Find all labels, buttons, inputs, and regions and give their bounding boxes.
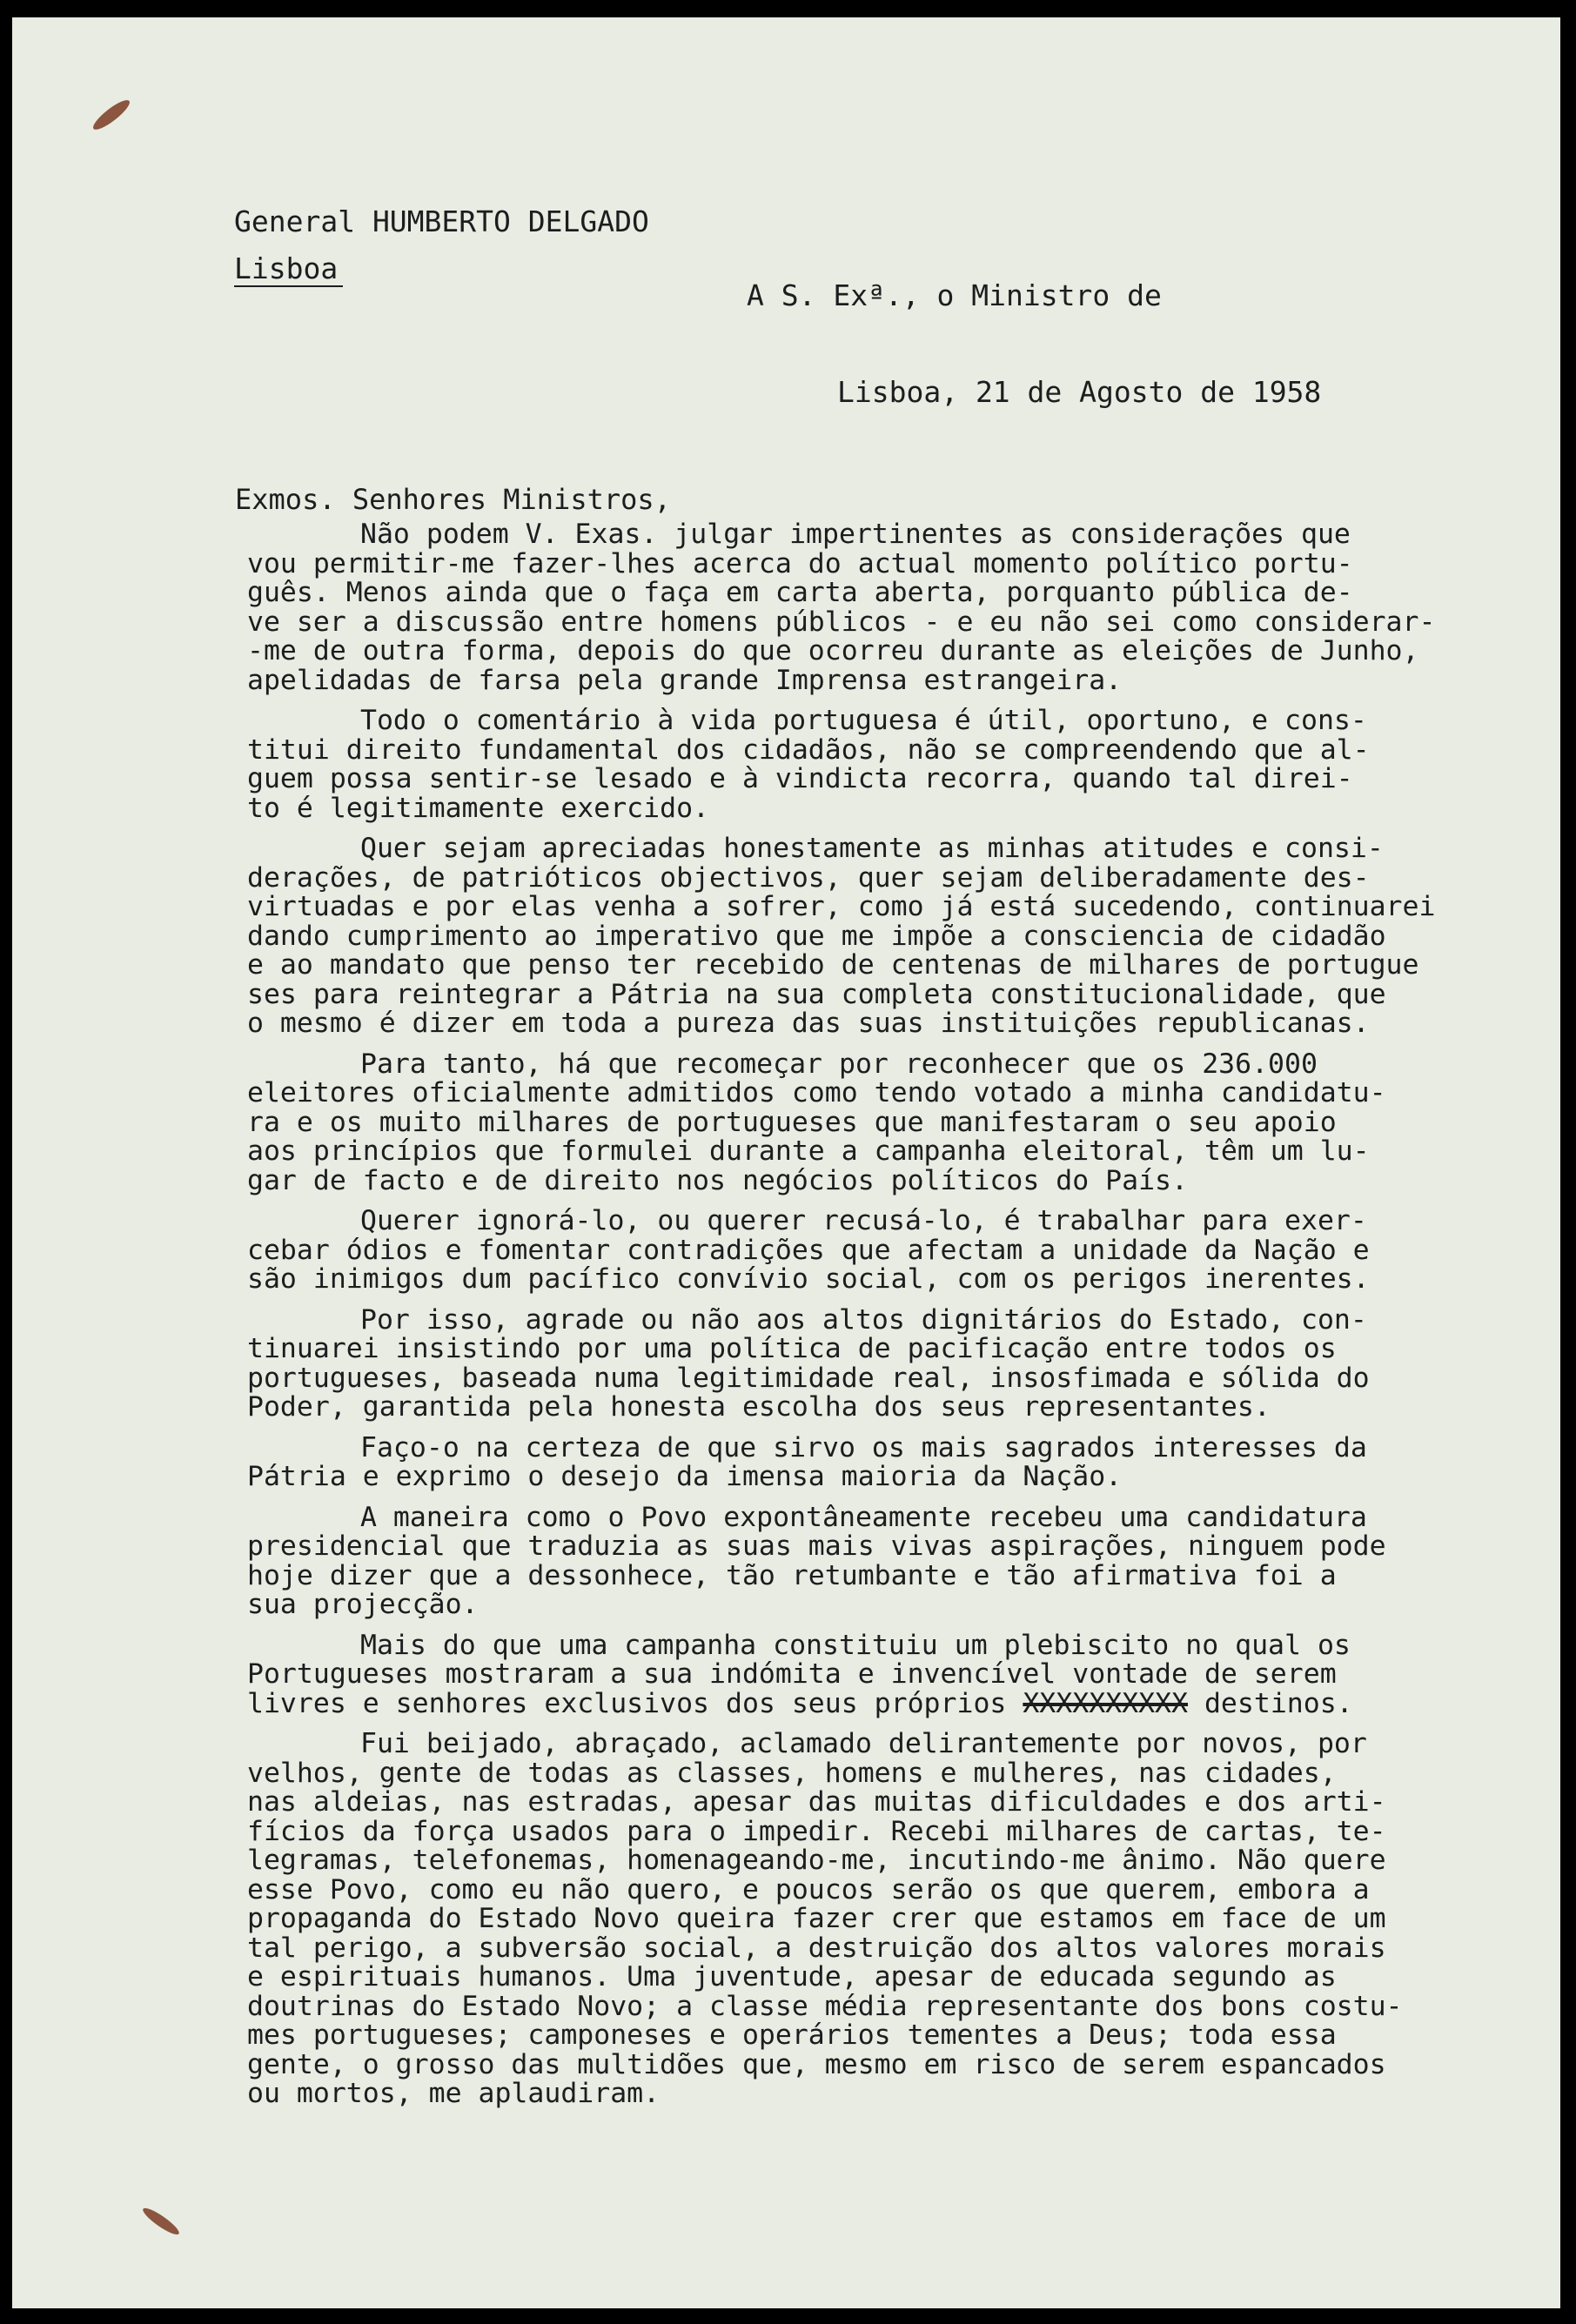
text-line: Mais do que uma campanha constituiu um plebiscito no qual os bbox=[360, 1629, 1351, 1661]
date-line: Lisboa, 21 de Agosto de 1958 bbox=[837, 375, 1322, 409]
text-line: e espirituais humanos. Uma juventude, apesar de educada segundo as bbox=[247, 1961, 1337, 1992]
text-line: apelidadas de farsa pela grande Imprensa estrangeira. bbox=[247, 664, 1123, 696]
text-line: ou mortos, me aplaudiram. bbox=[247, 2078, 661, 2109]
addressee-line: A S. Exª., o Ministro de bbox=[747, 278, 1162, 312]
text-line: Todo o comentário à vida portuguesa é útil, oportuno, e cons- bbox=[360, 705, 1367, 736]
body-paragraph bbox=[247, 1631, 1465, 1719]
text-line: sua projecção. bbox=[247, 1589, 479, 1620]
rust-stain-top bbox=[90, 96, 133, 133]
text-line: presidencial que traduzia as suas mais vivas aspirações, ninguem pode bbox=[247, 1530, 1386, 1562]
body-paragraph bbox=[247, 707, 1465, 823]
body-paragraph bbox=[247, 1501, 1465, 1620]
text-line: Fui beijado, abraçado, aclamado delirantemente por novos, por bbox=[360, 1728, 1367, 1759]
text-line: vou permitir-me fazer-lhes acerca do actual momento político portu- bbox=[247, 547, 1353, 579]
text-line: e ao mandato que penso ter recebido de centenas de milhares de portugue bbox=[247, 949, 1419, 981]
salutation: Exmos. Senhores Ministros, bbox=[235, 483, 671, 516]
body-paragraph bbox=[247, 1730, 1465, 2109]
text-line: tinuarei insistindo por uma política de pacificação entre todos os bbox=[247, 1333, 1337, 1364]
text-line: nas aldeias, nas estradas, apesar das muitas dificuldades e dos arti- bbox=[247, 1786, 1386, 1818]
text-line: doutrinas do Estado Novo; a classe média representante dos bons costu- bbox=[247, 1990, 1403, 2022]
text-line: esse Povo, como eu não quero, e poucos serão os que querem, embora a bbox=[247, 1873, 1370, 1905]
text-line: aos princípios que formulei durante a campanha eleitoral, têm um lu- bbox=[247, 1135, 1370, 1167]
text-line: ra e os muito milhares de portugueses que manifestaram o seu apoio bbox=[247, 1106, 1337, 1138]
text-line: Para tanto, há que recomeçar por reconhecer que os 236.000 bbox=[360, 1048, 1318, 1080]
text-line: cebar ódios e fomentar contradições que afectam a unidade da Nação e bbox=[247, 1234, 1370, 1266]
text-line: livres e senhores exclusivos dos seus próprios XXXXXXXXXX destinos. bbox=[247, 1687, 1353, 1719]
letter-page bbox=[12, 17, 1560, 2308]
text-line: portugueses, baseada numa legitimidade real, insosfimada e sólida do bbox=[247, 1362, 1370, 1394]
sender-block bbox=[234, 198, 649, 292]
struck-out-text: XXXXXXXXXX bbox=[1023, 1687, 1188, 1719]
text-line: ses para reintegrar a Pátria na sua completa constitucionalidade, que bbox=[247, 978, 1386, 1010]
text-line: Pátria e exprimo o desejo da imensa maioria da Nação. bbox=[247, 1461, 1123, 1492]
text-line: -me de outra forma, depois do que ocorreu durante as eleições de Junho, bbox=[247, 635, 1419, 666]
text-line: to é legitimamente exercido. bbox=[247, 792, 710, 824]
text-line: fícios da força usados para o impedir. Recebi milhares de cartas, te- bbox=[247, 1815, 1386, 1847]
body-paragraph bbox=[247, 1303, 1465, 1423]
text-line: propaganda do Estado Novo queira fazer crer que estamos em face de um bbox=[247, 1903, 1386, 1934]
sender-city: Lisboa bbox=[234, 251, 343, 287]
text-line: Portugueses mostraram a sua indómita e invencível vontade de serem bbox=[247, 1658, 1337, 1690]
text-line: guês. Menos ainda que o faça em carta aberta, porquanto pública de- bbox=[247, 577, 1353, 608]
text-line: Quer sejam apreciadas honestamente as minhas atitudes e consi- bbox=[360, 833, 1384, 864]
text-line: velhos, gente de todas as classes, homens e mulheres, nas cidades, bbox=[247, 1757, 1337, 1789]
text-line: ve ser a discussão entre homens públicos - e eu não sei como considerar- bbox=[247, 606, 1436, 638]
text-line: gente, o grosso das multidões que, mesmo em risco de serem espancados bbox=[247, 2048, 1386, 2080]
text-line: tal perigo, a subversão social, a destruição dos altos valores morais bbox=[247, 1932, 1386, 1964]
body-paragraph bbox=[247, 834, 1465, 1039]
text-line: Por isso, agrade ou não aos altos dignitários do Estado, con- bbox=[360, 1303, 1367, 1336]
letter-body bbox=[247, 520, 1465, 2120]
body-paragraph bbox=[247, 520, 1465, 695]
text-line: Não podem V. Exas. julgar impertinentes as considerações que bbox=[360, 519, 1351, 550]
sender-name: General HUMBERTO DELGADO bbox=[234, 204, 649, 238]
text-line: são inimigos dum pacífico convívio social, com os perigos inerentes. bbox=[247, 1263, 1370, 1295]
text-line: Poder, garantida pela honesta escolha dos seus representantes. bbox=[247, 1391, 1271, 1423]
text-line: titui direito fundamental dos cidadãos, não se compreendendo que al- bbox=[247, 733, 1370, 766]
text-line: o mesmo é dizer em toda a pureza das suas instituições republicanas. bbox=[247, 1008, 1370, 1039]
text-line: mes portugueses; camponeses e operários tementes a Deus; toda essa bbox=[247, 2019, 1337, 2051]
text-line: legramas, telefonemas, homenageando-me, incutindo-me ânimo. Não quere bbox=[247, 1845, 1386, 1876]
text-line: gar de facto e de direito nos negócios políticos do País. bbox=[247, 1164, 1188, 1196]
body-paragraph bbox=[247, 1207, 1465, 1295]
text-line: eleitores oficialmente admitidos como tendo votado a minha candidatu- bbox=[247, 1077, 1386, 1108]
text-line: Faço-o na certeza de que sirvo os mais sagrados interesses da bbox=[360, 1431, 1367, 1463]
text-line: hoje dizer que a dessonhece, tão retumbante e tão afirmativa foi a bbox=[247, 1559, 1337, 1591]
text-line: dando cumprimento ao imperativo que me impõe a consciencia de cidadão bbox=[247, 920, 1386, 952]
text-line: guem possa sentir-se lesado e à vindicta recorra, quando tal direi- bbox=[247, 763, 1353, 794]
text-line: Querer ignorá-lo, ou querer recusá-lo, é trabalhar para exer- bbox=[360, 1205, 1367, 1236]
text-line: virtuadas e por elas venha a sofrer, como já está sucedendo, continuarei bbox=[247, 891, 1436, 922]
body-paragraph bbox=[247, 1050, 1465, 1196]
rust-stain-bottom bbox=[140, 2205, 182, 2239]
text-line: derações, de patrióticos objectivos, quer sejam deliberadamente des- bbox=[247, 861, 1370, 894]
body-paragraph bbox=[247, 1431, 1465, 1492]
text-line: A maneira como o Povo expontâneamente recebeu uma candidatura bbox=[360, 1501, 1367, 1533]
